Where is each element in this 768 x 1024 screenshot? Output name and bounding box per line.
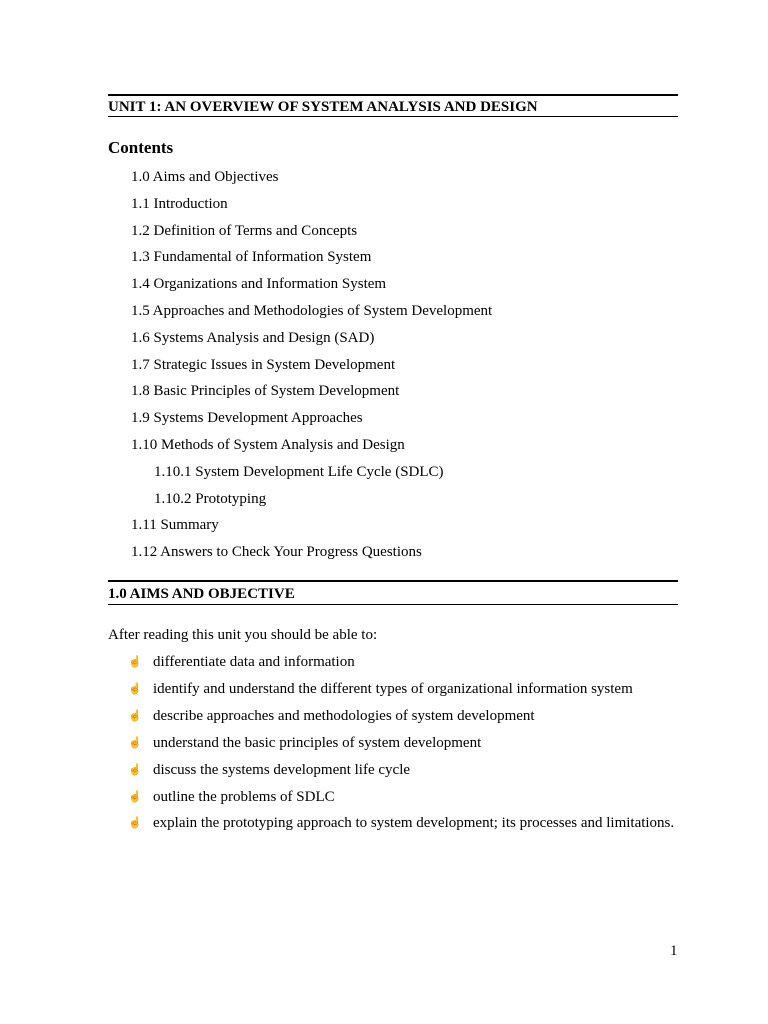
pointing-hand-icon: ☝ [128, 710, 142, 722]
toc-item: 1.4 Organizations and Information System [131, 276, 387, 292]
pointing-hand-icon: ☝ [128, 791, 142, 803]
pointing-hand-icon: ☝ [128, 817, 142, 829]
toc-item: 1.10 Methods of System Analysis and Design [131, 437, 405, 453]
aims-section-bar [108, 580, 678, 605]
toc-item: 1.0 Aims and Objectives [131, 169, 279, 185]
toc-item: 1.5 Approaches and Methodologies of System Development [131, 303, 493, 319]
toc-item: 1.10.2 Prototyping [154, 491, 267, 507]
objective-text: describe approaches and methodologies of system development [153, 708, 535, 724]
objective-text: discuss the systems development life cycle [153, 762, 411, 778]
objective-text: outline the problems of SDLC [153, 789, 335, 805]
pointing-hand-icon: ☝ [128, 764, 142, 776]
toc-item: 1.11 Summary [131, 517, 219, 533]
objective-text: explain the prototyping approach to system development; its processes and limitations. [153, 815, 675, 831]
page-number: 1 [670, 943, 678, 959]
contents-heading: Contents [108, 138, 174, 157]
objective-text: identify and understand the different types of organizational information system [153, 681, 633, 697]
aims-section-title: 1.0 AIMS AND OBJECTIVE [108, 586, 295, 602]
pointing-hand-icon: ☝ [128, 656, 142, 668]
pointing-hand-icon: ☝ [128, 683, 142, 695]
toc-item: 1.9 Systems Development Approaches [131, 410, 363, 426]
toc-item: 1.8 Basic Principles of System Development [131, 383, 400, 399]
toc-item: 1.12 Answers to Check Your Progress Questions [131, 544, 422, 560]
toc-item: 1.10.1 System Development Life Cycle (SDLC) [154, 464, 444, 480]
toc-item: 1.6 Systems Analysis and Design (SAD) [131, 330, 375, 346]
toc-item: 1.1 Introduction [131, 196, 228, 212]
pointing-hand-icon: ☝ [128, 737, 142, 749]
objective-text: understand the basic principles of system development [153, 735, 482, 751]
aims-intro-text: After reading this unit you should be able to: [108, 627, 378, 643]
unit-title-bar [108, 94, 678, 117]
unit-title: UNIT 1: AN OVERVIEW OF SYSTEM ANALYSIS AND DESIGN [108, 99, 538, 115]
toc-item: 1.3 Fundamental of Information System [131, 249, 372, 265]
toc-item: 1.2 Definition of Terms and Concepts [131, 223, 358, 239]
objective-text: differentiate data and information [153, 654, 355, 670]
toc-item: 1.7 Strategic Issues in System Development [131, 357, 396, 373]
